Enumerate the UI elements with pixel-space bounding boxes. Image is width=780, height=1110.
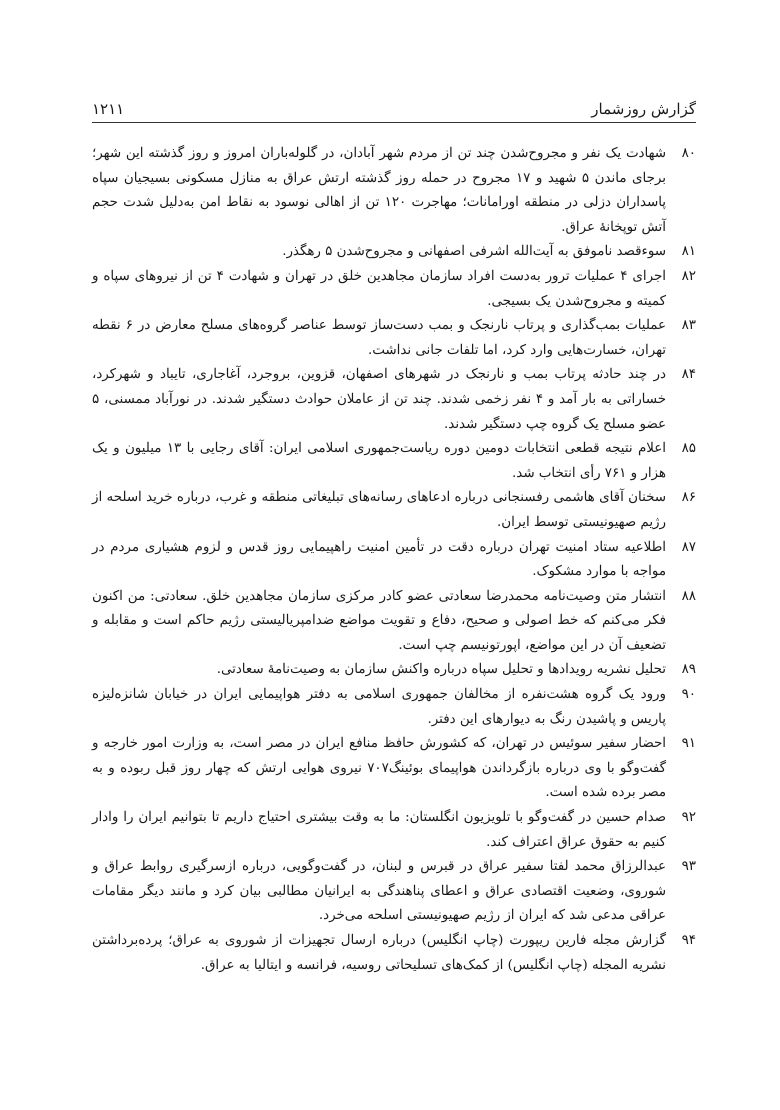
entry-text: سوءقصد ناموفق به آیت‌الله اشرفی اصفهانی و مجروح‌شدن ۵ رهگذر. bbox=[282, 244, 666, 260]
entry-text: صدام حسین در گفت‌وگو با تلویزیون انگلستان: ما به وقت بیشتری احتیاج داریم تا بتوانیم ایران را وادار کنیم به حقوق عراق اعتراف کند. bbox=[92, 810, 666, 850]
list-item bbox=[92, 658, 696, 683]
entry-number: ۹۱ bbox=[681, 736, 696, 752]
entry-text: عملیات بمب‌گذاری و پرتاب نارنجک و بمب دست‌ساز توسط عناصر گروه‌های مسلح معارض در ۶ نقطه تهران، خسارت‌هایی وارد کرد، اما تلفات جانی نداشت. bbox=[92, 318, 667, 358]
list-item bbox=[92, 855, 696, 929]
entry-text: ورود یک گروه هشت‌نفره از مخالفان جمهوری اسلامی به دفتر هواپیمایی ایران در خیابان شانزه‌لیزه پاریس و پاشیدن رنگ به دیوارهای این دفتر. bbox=[92, 687, 666, 727]
list-item bbox=[92, 265, 696, 314]
entry-text: اطلاعیه ستاد امنیت تهران درباره دقت در تأمین امنیت راهپیمایی روز قدس و لزوم هشیاری مردم در مواجه با موارد مشکوک. bbox=[92, 539, 666, 580]
entry-number: ۸۰ bbox=[681, 146, 696, 161]
entry-text: انتشار متن وصیت‌نامه محمدرضا سعادتی عضو کادر مرکزی سازمان مجاهدین خلق. سعادتی: من اکنون فکر می‌کنم که خط اصولی و صحیح، دفاع و تقویت مواضع ضدامپریالیستی رژیم حاکم است و مقابله و تضعیف آن در این مواضع، اپورتونیسم چپ است. bbox=[92, 588, 666, 653]
list-item bbox=[92, 437, 696, 486]
entry-text: اجرای ۴ عملیات ترور به‌دست افراد سازمان مجاهدین خلق در تهران و شهادت ۴ تن از نیروهای سپاه و کمیته و مجروح‌شدن یک بسیجی. bbox=[92, 268, 666, 309]
entry-text: عبدالرزاق محمد لفتا سفیر عراق در قبرس و لبنان، در گفت‌وگویی، درباره ازسرگیری روابط عراق و شوروی، وضعیت اقتصادی عراق و اعطای پناهندگی به ایرانیان مطالبی بیان کرد و مانند دیگر مقامات عراقی مدعی شد که ایران از رژیم صهیونیستی اسلحه می‌خرد. bbox=[92, 859, 666, 924]
chronology-list bbox=[92, 142, 696, 978]
header-title: گزارش روزشمار bbox=[591, 100, 696, 118]
running-header bbox=[92, 92, 696, 123]
list-item bbox=[92, 142, 696, 240]
list-item bbox=[92, 683, 696, 732]
entry-number: ۸۱ bbox=[681, 244, 696, 260]
entry-text: اعلام نتیجه قطعی انتخابات دومین دوره ریاست‌جمهوری اسلامی ایران: آقای رجایی با ۱۳ میلیون و یک هزار و ۷۶۱ رأی انتخاب شد. bbox=[92, 441, 666, 481]
entry-number: ۹۲ bbox=[681, 810, 696, 826]
entry-number: ۸۹ bbox=[681, 662, 696, 678]
list-item bbox=[92, 486, 696, 535]
list-item bbox=[92, 806, 696, 855]
entry-text: تحلیل نشریه رویدادها و تحلیل سپاه درباره واکنش سازمان به وصیت‌نامهٔ سعادتی. bbox=[216, 662, 666, 678]
list-item bbox=[92, 536, 696, 585]
list-item bbox=[92, 732, 696, 806]
list-item bbox=[92, 585, 696, 659]
entry-number: ۹۴ bbox=[681, 933, 696, 948]
list-item bbox=[92, 929, 696, 978]
entry-number: ۸۸ bbox=[681, 588, 696, 604]
list-item bbox=[92, 314, 696, 363]
entry-number: ۸۶ bbox=[681, 490, 696, 506]
entry-number: ۸۷ bbox=[681, 539, 696, 555]
entry-text: گزارش مجله فارین ریپورت (چاپ انگلیس) درباره ارسال تجهیزات از شوروی به عراق؛ پرده‌برداشتن نشریه المجله (چاپ انگلیس) از کمک‌های تسلیحاتی روسیه، فرانسه و ایتالیا به عراق. bbox=[92, 933, 666, 973]
entry-text: احضار سفیر سوئیس در تهران، که کشورش حافظ منافع ایران در مصر است، به وزارت امور خارجه و گفت‌وگو با وی درباره بازگرداندن هواپیمای بوئینگ۷۰۷ نیروی هوایی ارتش که چهار روز قبل ربوده و به مصر برده شده است. bbox=[92, 736, 666, 801]
entry-number: ۸۵ bbox=[681, 441, 696, 457]
entry-text: شهادت یک نفر و مجروح‌شدن چند تن از مردم شهر آبادان، در گلوله‌باران امروز و روز گذشته این شهر؛ برجای ماندن ۵ شهید و ۱۷ مجروح در حمله روز گذشته ارتش عراق به منازل مسکونی بسیجیان سپاه پاسداران دزلی در منطقه اورامانات؛ مهاجرت ۱۲۰ تن از اهالی نوسود به نقاط امن به‌دلیل شدت حجم آتش توپخانهٔ عراق. bbox=[92, 146, 667, 235]
list-item bbox=[92, 363, 696, 437]
entry-number: ۸۲ bbox=[681, 268, 696, 284]
entry-number: ۹۰ bbox=[681, 687, 696, 703]
list-item bbox=[92, 240, 696, 265]
page-number: ۱۲۱۱ bbox=[92, 100, 125, 118]
entry-number: ۹۳ bbox=[681, 859, 696, 875]
entry-number: ۸۴ bbox=[681, 367, 696, 383]
entry-number: ۸۳ bbox=[681, 318, 696, 334]
entry-text: سخنان آقای هاشمی رفسنجانی درباره ادعاهای رسانه‌های تبلیغاتی منطقه و غرب، درباره خرید اسلحه از رژیم صهیونیستی توسط ایران. bbox=[92, 490, 666, 530]
entry-text: در چند حادثه پرتاب بمب و نارنجک در شهرهای اصفهان، قزوین، بروجرد، آغاجاری، تایباد و شهرکرد، خساراتی به بار آمد و ۴ نفر زخمی شدند. چند تن از عاملان حوادث دستگیر شدند. در نورآباد ممسنی، ۵ عضو مسلح یک گروه چپ دستگیر شدند. bbox=[92, 367, 666, 432]
